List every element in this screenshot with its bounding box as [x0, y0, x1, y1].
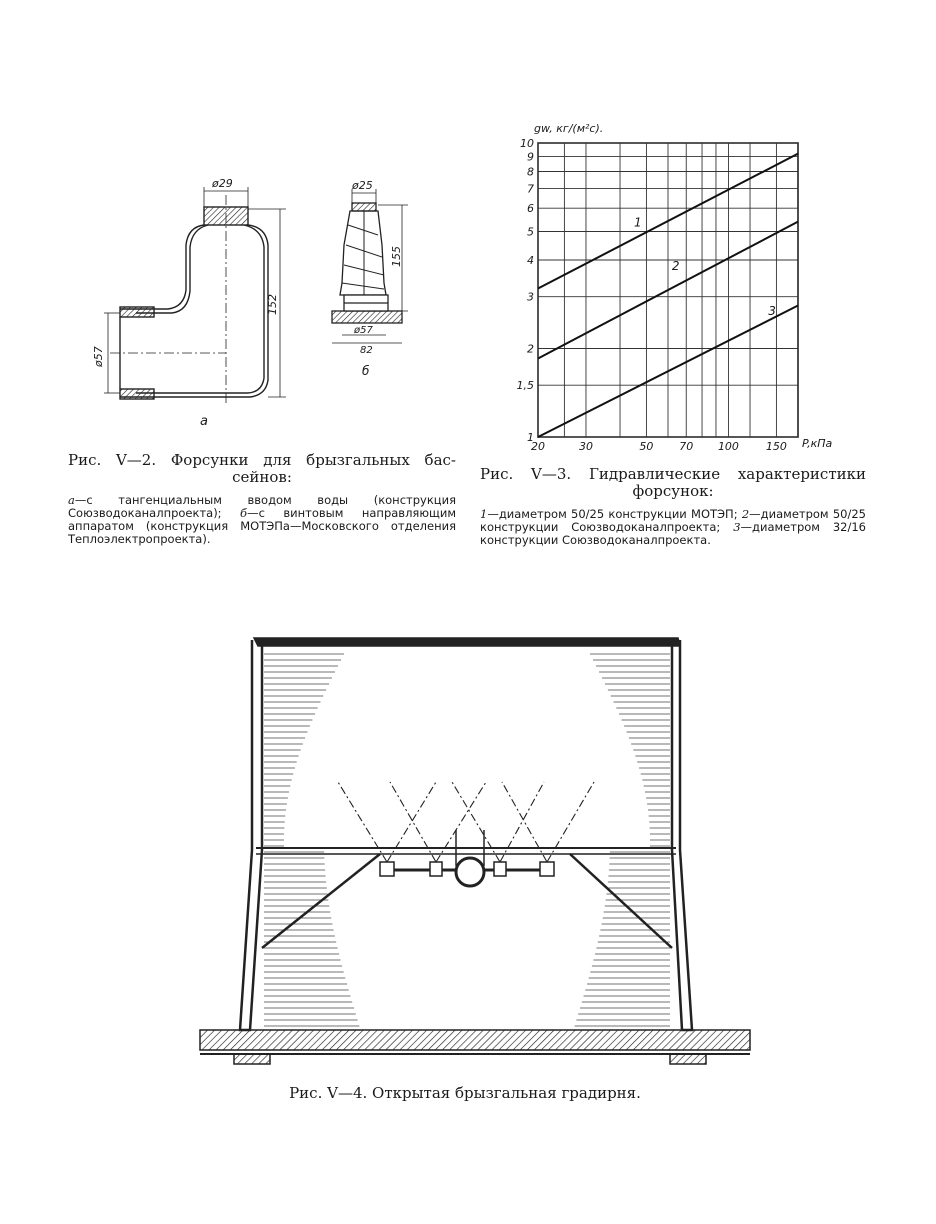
chart-x-tick-label: 20 — [531, 440, 545, 453]
fig3-chart — [500, 115, 880, 460]
chart-ylabel: gw, кг/(м²с). — [534, 122, 604, 135]
fig3-caption-line1: Рис. V—3. Гидравлические характеристики — [480, 465, 866, 483]
fig3-caption-line2: форсунок: — [632, 482, 714, 500]
fig3-note-2-key: 2 — [741, 507, 750, 521]
fig3-notes — [480, 508, 866, 547]
fig3-note-2-text: —диаметром 50/25 конструкции Союзводоканалпроекта; — [480, 507, 867, 534]
chart-series-2-label: 2 — [671, 258, 680, 273]
fig2-note-a-key: а — [68, 493, 75, 507]
chart-y-tick-label: 9 — [527, 150, 534, 164]
nozzle-a-dim-top: ø29 — [212, 177, 233, 190]
nozzle-b-dim-height: 155 — [390, 246, 403, 267]
chart-y-tick-label: 1 — [527, 431, 534, 444]
tower-brace-right — [570, 854, 672, 948]
nozzle-b-label: б — [362, 364, 370, 378]
chart-x-tick-label: 100 — [717, 440, 739, 453]
chart-x-tick-label: 30 — [578, 440, 593, 453]
chart-series-1-label: 1 — [633, 215, 642, 230]
fig2-note-b-text: —с винтовым направляющим аппаратом (конструкция МОТЭПа—Московского отделения Теплоэлектропроекта). — [68, 506, 456, 546]
chart-y-tick-label: 7 — [527, 182, 534, 196]
chart-y-tick-label: 1,5 — [516, 379, 534, 393]
tower-roof — [254, 638, 680, 646]
spray-pipe-header — [456, 858, 484, 886]
tower-right-wall — [672, 640, 692, 1030]
nozzle-b-dim-base1: ø57 — [354, 325, 373, 336]
chart-y-tick-label: 8 — [527, 165, 534, 179]
nozzle-b-dim-top: ø25 — [352, 179, 373, 192]
fig3-note-3-text: —диаметром 32/16 конструкции Союзводоканалпроекта. — [480, 520, 866, 547]
chart-y-tick-label: 10 — [520, 137, 534, 150]
fig3-note-3-key: 3 — [733, 520, 741, 534]
fig4-spray-tower-drawing — [190, 630, 760, 1080]
tower-brace-left — [262, 854, 380, 948]
fig2-caption — [68, 452, 456, 486]
tower-left-wall — [240, 640, 262, 1030]
fig2-caption-line2: сейнов: — [232, 468, 292, 486]
chart-y-tick-label: 2 — [527, 342, 534, 356]
chart-x-tick-label: 50 — [639, 440, 654, 453]
fig3-caption — [480, 466, 866, 500]
chart-x-tick-label: 70 — [679, 440, 694, 453]
nozzle-a-drawing — [104, 187, 286, 405]
chart-y-tick-label: 3 — [527, 290, 534, 304]
fig2-notes — [68, 494, 456, 546]
chart-y-tick-label: 6 — [527, 202, 534, 216]
chart-y-tick-label: 4 — [527, 253, 534, 267]
nozzle-a-label: а — [200, 414, 208, 429]
spray-cones — [338, 782, 594, 862]
fig2-caption-line1: Рис. V—2. Форсунки для брызгальных бас- — [68, 451, 456, 469]
fig3-note-1-key: 1 — [480, 507, 488, 521]
chart-series-3-label: 3 — [768, 303, 776, 318]
chart-y-tick-label: 5 — [527, 225, 534, 239]
chart-x-tick-label: 150 — [765, 440, 787, 453]
nozzle-b-dim-base2: 82 — [360, 345, 373, 356]
tower-basin — [200, 1030, 750, 1050]
fig2-note-a-text: —с тангенциальным вводом воды (конструкция Союзводоканалпроекта); — [68, 493, 456, 520]
tower-louvres — [264, 654, 670, 1026]
nozzle-a-dim-height: 152 — [266, 294, 279, 315]
chart-xlabel: P,кПа — [802, 437, 833, 450]
fig2-note-b-key: б — [240, 506, 248, 520]
nozzle-a-dim-left: ø57 — [92, 346, 105, 367]
fig2-drawings — [80, 165, 460, 440]
fig4-caption: Рис. V—4. Открытая брызгальная градирня. — [289, 1084, 641, 1102]
fig3-note-1-text: —диаметром 50/25 конструкции МОТЭП; — [487, 507, 738, 521]
